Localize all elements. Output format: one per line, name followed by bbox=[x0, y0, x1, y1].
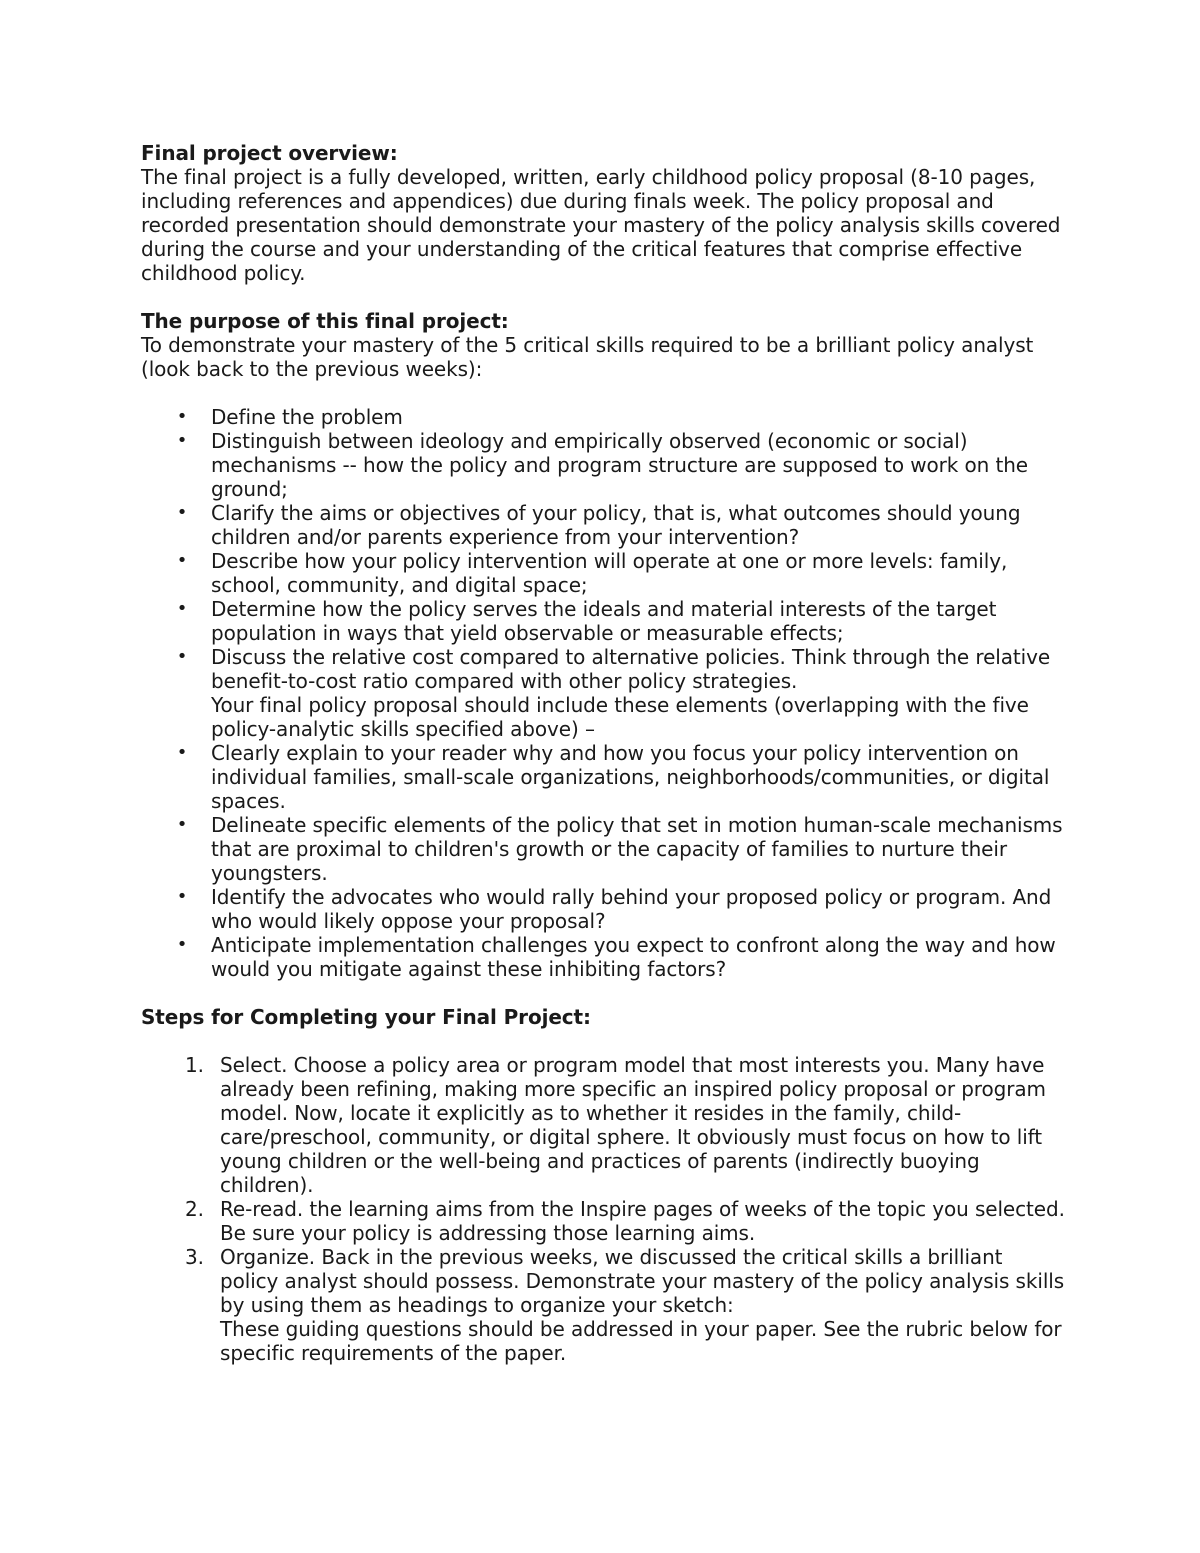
bullet-icon: • bbox=[176, 814, 188, 835]
step-text: Organize. Back in the previous weeks, we discussed the critical skills a brilliant policy analyst should possess. Demonstrate your mastery of the policy analysis skills by using them as headings to organize your sketch: bbox=[220, 1245, 1065, 1317]
step-continuation: These guiding questions should be addressed in your paper. See the rubric below for specific requirements of the paper. bbox=[220, 1317, 1062, 1365]
bullet-icon: • bbox=[176, 742, 188, 763]
step-text: Select. Choose a policy area or program model that most interests you. Many have already been refining, making more specific an inspired policy proposal or program model. Now, locate it explicitly as to whether it resides in the family, child-care/preschool, community, or digital sphere. It obviously must focus on how to lift young children or the well-being and practices of parents (indirectly buoying children). bbox=[220, 1053, 1046, 1197]
spacer bbox=[141, 285, 1066, 309]
list-item bbox=[141, 885, 1066, 933]
bullet-icon: • bbox=[176, 550, 188, 571]
list-item-continuation: Your final policy proposal should include these elements (overlapping with the five policy-analytic skills specified above) – bbox=[211, 693, 1029, 741]
list-item bbox=[141, 813, 1066, 885]
steps-list bbox=[141, 1053, 1066, 1365]
step-item bbox=[141, 1197, 1066, 1245]
list-item-text: Determine how the policy serves the ideals and material interests of the target population in ways that yield observable or measurable effects; bbox=[211, 597, 997, 645]
skills-list bbox=[141, 405, 1066, 981]
list-item-text: Describe how your policy intervention will operate at one or more levels: family, school, community, and digital space; bbox=[211, 549, 1008, 597]
list-item-text: Delineate specific elements of the policy that set in motion human-scale mechanisms that are proximal to children's growth or the capacity of families to nurture their youngsters. bbox=[211, 813, 1063, 885]
purpose-heading: The purpose of this final project: bbox=[141, 309, 509, 333]
list-item bbox=[141, 741, 1066, 813]
list-item-text: Clarify the aims or objectives of your policy, that is, what outcomes should young children and/or parents experience from your intervention? bbox=[211, 501, 1021, 549]
purpose-body: To demonstrate your mastery of the 5 critical skills required to be a brilliant policy analyst (look back to the previous weeks): bbox=[141, 333, 1034, 381]
list-item bbox=[141, 933, 1066, 981]
step-number: 2. bbox=[185, 1197, 204, 1221]
spacer bbox=[141, 381, 1066, 405]
list-item-text: Define the problem bbox=[211, 405, 403, 429]
bullet-icon: • bbox=[176, 598, 188, 619]
step-number: 1. bbox=[185, 1053, 204, 1077]
list-item bbox=[141, 549, 1066, 597]
document-page bbox=[141, 141, 1066, 1365]
step-item bbox=[141, 1245, 1066, 1365]
bullet-icon: • bbox=[176, 886, 188, 907]
list-item bbox=[141, 645, 1066, 741]
list-item-text: Anticipate implementation challenges you expect to confront along the way and how would you mitigate against these inhibiting factors? bbox=[211, 933, 1056, 981]
bullet-icon: • bbox=[176, 430, 188, 451]
list-item bbox=[141, 429, 1066, 501]
bullet-icon: • bbox=[176, 502, 188, 523]
list-item bbox=[141, 501, 1066, 549]
overview-heading: Final project overview: bbox=[141, 141, 398, 165]
spacer bbox=[141, 1029, 1066, 1053]
bullet-icon: • bbox=[176, 646, 188, 667]
list-item bbox=[141, 597, 1066, 645]
list-item-text: Discuss the relative cost compared to alternative policies. Think through the relative benefit-to-cost ratio compared with other policy strategies. bbox=[211, 645, 1051, 693]
bullet-icon: • bbox=[176, 934, 188, 955]
list-item-text: Distinguish between ideology and empirically observed (economic or social) mechanisms -- how the policy and program structure are supposed to work on the ground; bbox=[211, 429, 1028, 501]
steps-heading: Steps for Completing your Final Project: bbox=[141, 1005, 591, 1029]
step-text: Re-read. the learning aims from the Inspire pages of weeks of the topic you selected. Be sure your policy is addressing those learning aims. bbox=[220, 1197, 1065, 1245]
overview-body: The final project is a fully developed, written, early childhood policy proposal (8-10 pages, including references and appendices) due during finals week. The policy proposal and recorded presentation should demonstrate your mastery of the policy analysis skills covered during the course and your understanding of the critical features that comprise effective childhood policy. bbox=[141, 165, 1061, 285]
spacer bbox=[141, 981, 1066, 1005]
step-item bbox=[141, 1053, 1066, 1197]
step-number: 3. bbox=[185, 1245, 204, 1269]
list-item bbox=[141, 405, 1066, 429]
bullet-icon: • bbox=[176, 406, 188, 427]
list-item-text: Clearly explain to your reader why and how you focus your policy intervention on individual families, small-scale organizations, neighborhoods/communities, or digital spaces. bbox=[211, 741, 1050, 813]
list-item-text: Identify the advocates who would rally behind your proposed policy or program. And who would likely oppose your proposal? bbox=[211, 885, 1052, 933]
